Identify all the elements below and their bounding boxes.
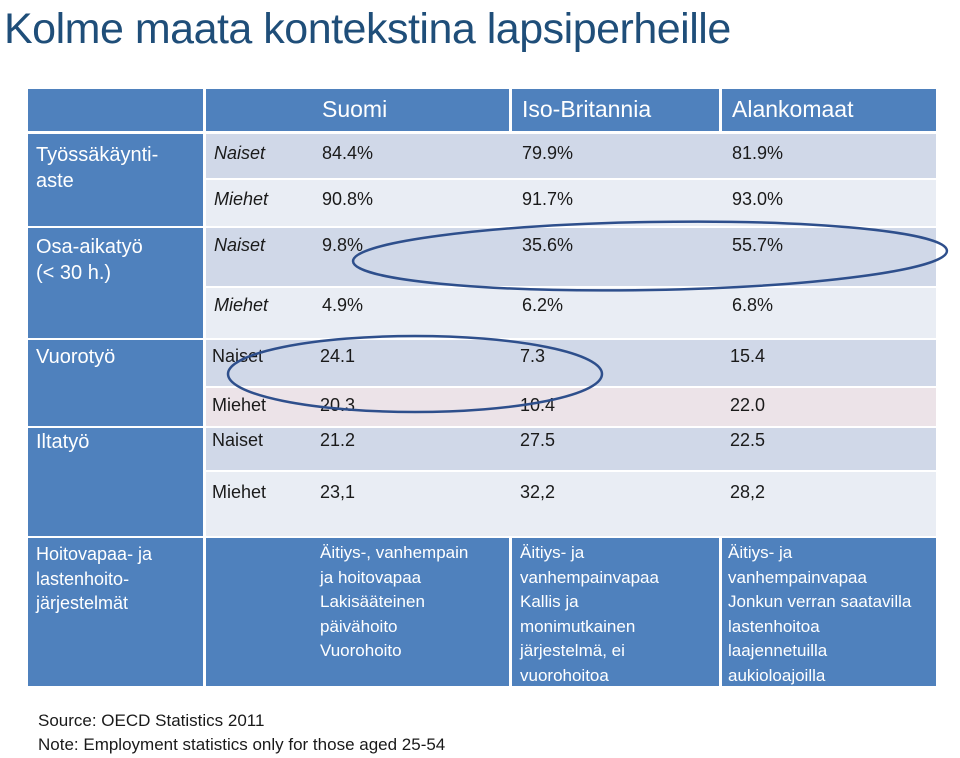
value-cell: 9.8% (322, 235, 364, 255)
header-iso-britannia: Iso-Britannia (512, 89, 719, 131)
value-cell: 93.0% (732, 189, 784, 209)
care-nl-text: Äitiys- ja vanhempainvapaa Jonkun verran saatavilla lastenhoitoa laajennetuilla aukioloajoilla (728, 543, 912, 685)
gender-label: Naiset (214, 143, 266, 163)
value-cell: 90.8% (322, 189, 374, 209)
row-label-tyossakayntiaste: Työssäkäynti- aste (28, 134, 203, 226)
value-cell: 27.5 (520, 430, 556, 450)
value-cell: 15.4 (730, 346, 766, 366)
gender-label: Miehet (212, 395, 267, 415)
value-cell: 7.3 (520, 346, 546, 366)
value-cell: 4.9% (322, 295, 364, 315)
value-cell: 23,1 (320, 482, 356, 502)
value-cell: 55.7% (732, 235, 784, 255)
slide-title: Kolme maata kontekstina lapsiperheille (4, 5, 731, 53)
value-cell: 35.6% (522, 235, 574, 255)
value-cell: 84.4% (322, 143, 374, 163)
value-cell: 6.2% (522, 295, 564, 315)
care-suomi-text: Äitiys-, vanhempain ja hoitovapaa Lakisääteinen päivähoito Vuorohoito (320, 543, 469, 660)
care-uk-text: Äitiys- ja vanhempainvapaa Kallis ja monimutkainen järjestelmä, ei vuorohoitoa (520, 543, 659, 685)
value-cell: 6.8% (732, 295, 774, 315)
age-note: Note: Employment statistics only for those aged 25-54 (38, 735, 446, 754)
value-cell: 81.9% (732, 143, 784, 163)
value-cell: 22.5 (730, 430, 766, 450)
value-cell: 20.3 (320, 395, 356, 415)
row-label-osa-aikatyo: Osa-aikatyö (< 30 h.) (28, 228, 203, 338)
gender-label: Miehet (214, 189, 269, 209)
gender-label: Miehet (212, 482, 267, 502)
source-note: Source: OECD Statistics 2011 (38, 711, 265, 730)
value-cell: 10.4 (520, 395, 556, 415)
gender-label: Naiset (212, 346, 264, 366)
row-label-iltatyo: Iltatyö (28, 428, 203, 536)
row-label-vuorotyo: Vuorotyö (28, 340, 203, 426)
value-cell: 91.7% (522, 189, 574, 209)
annotation-ellipse-parttime (352, 217, 947, 295)
value-cell: 79.9% (522, 143, 574, 163)
value-cell: 28,2 (730, 482, 766, 502)
gender-label: Naiset (214, 235, 266, 255)
annotation-ellipse-shiftwork (228, 336, 602, 412)
value-cell: 24.1 (320, 346, 356, 366)
gender-label: Naiset (212, 430, 264, 450)
header-suomi: Suomi (310, 89, 509, 131)
value-cell: 22.0 (730, 395, 766, 415)
value-cell: 32,2 (520, 482, 556, 502)
header-alankomaat: Alankomaat (722, 89, 936, 131)
row-label-hoitovapaa: Hoitovapaa- ja lastenhoito- järjestelmät (28, 538, 203, 686)
gender-label: Miehet (214, 295, 269, 315)
value-cell: 21.2 (320, 430, 356, 450)
